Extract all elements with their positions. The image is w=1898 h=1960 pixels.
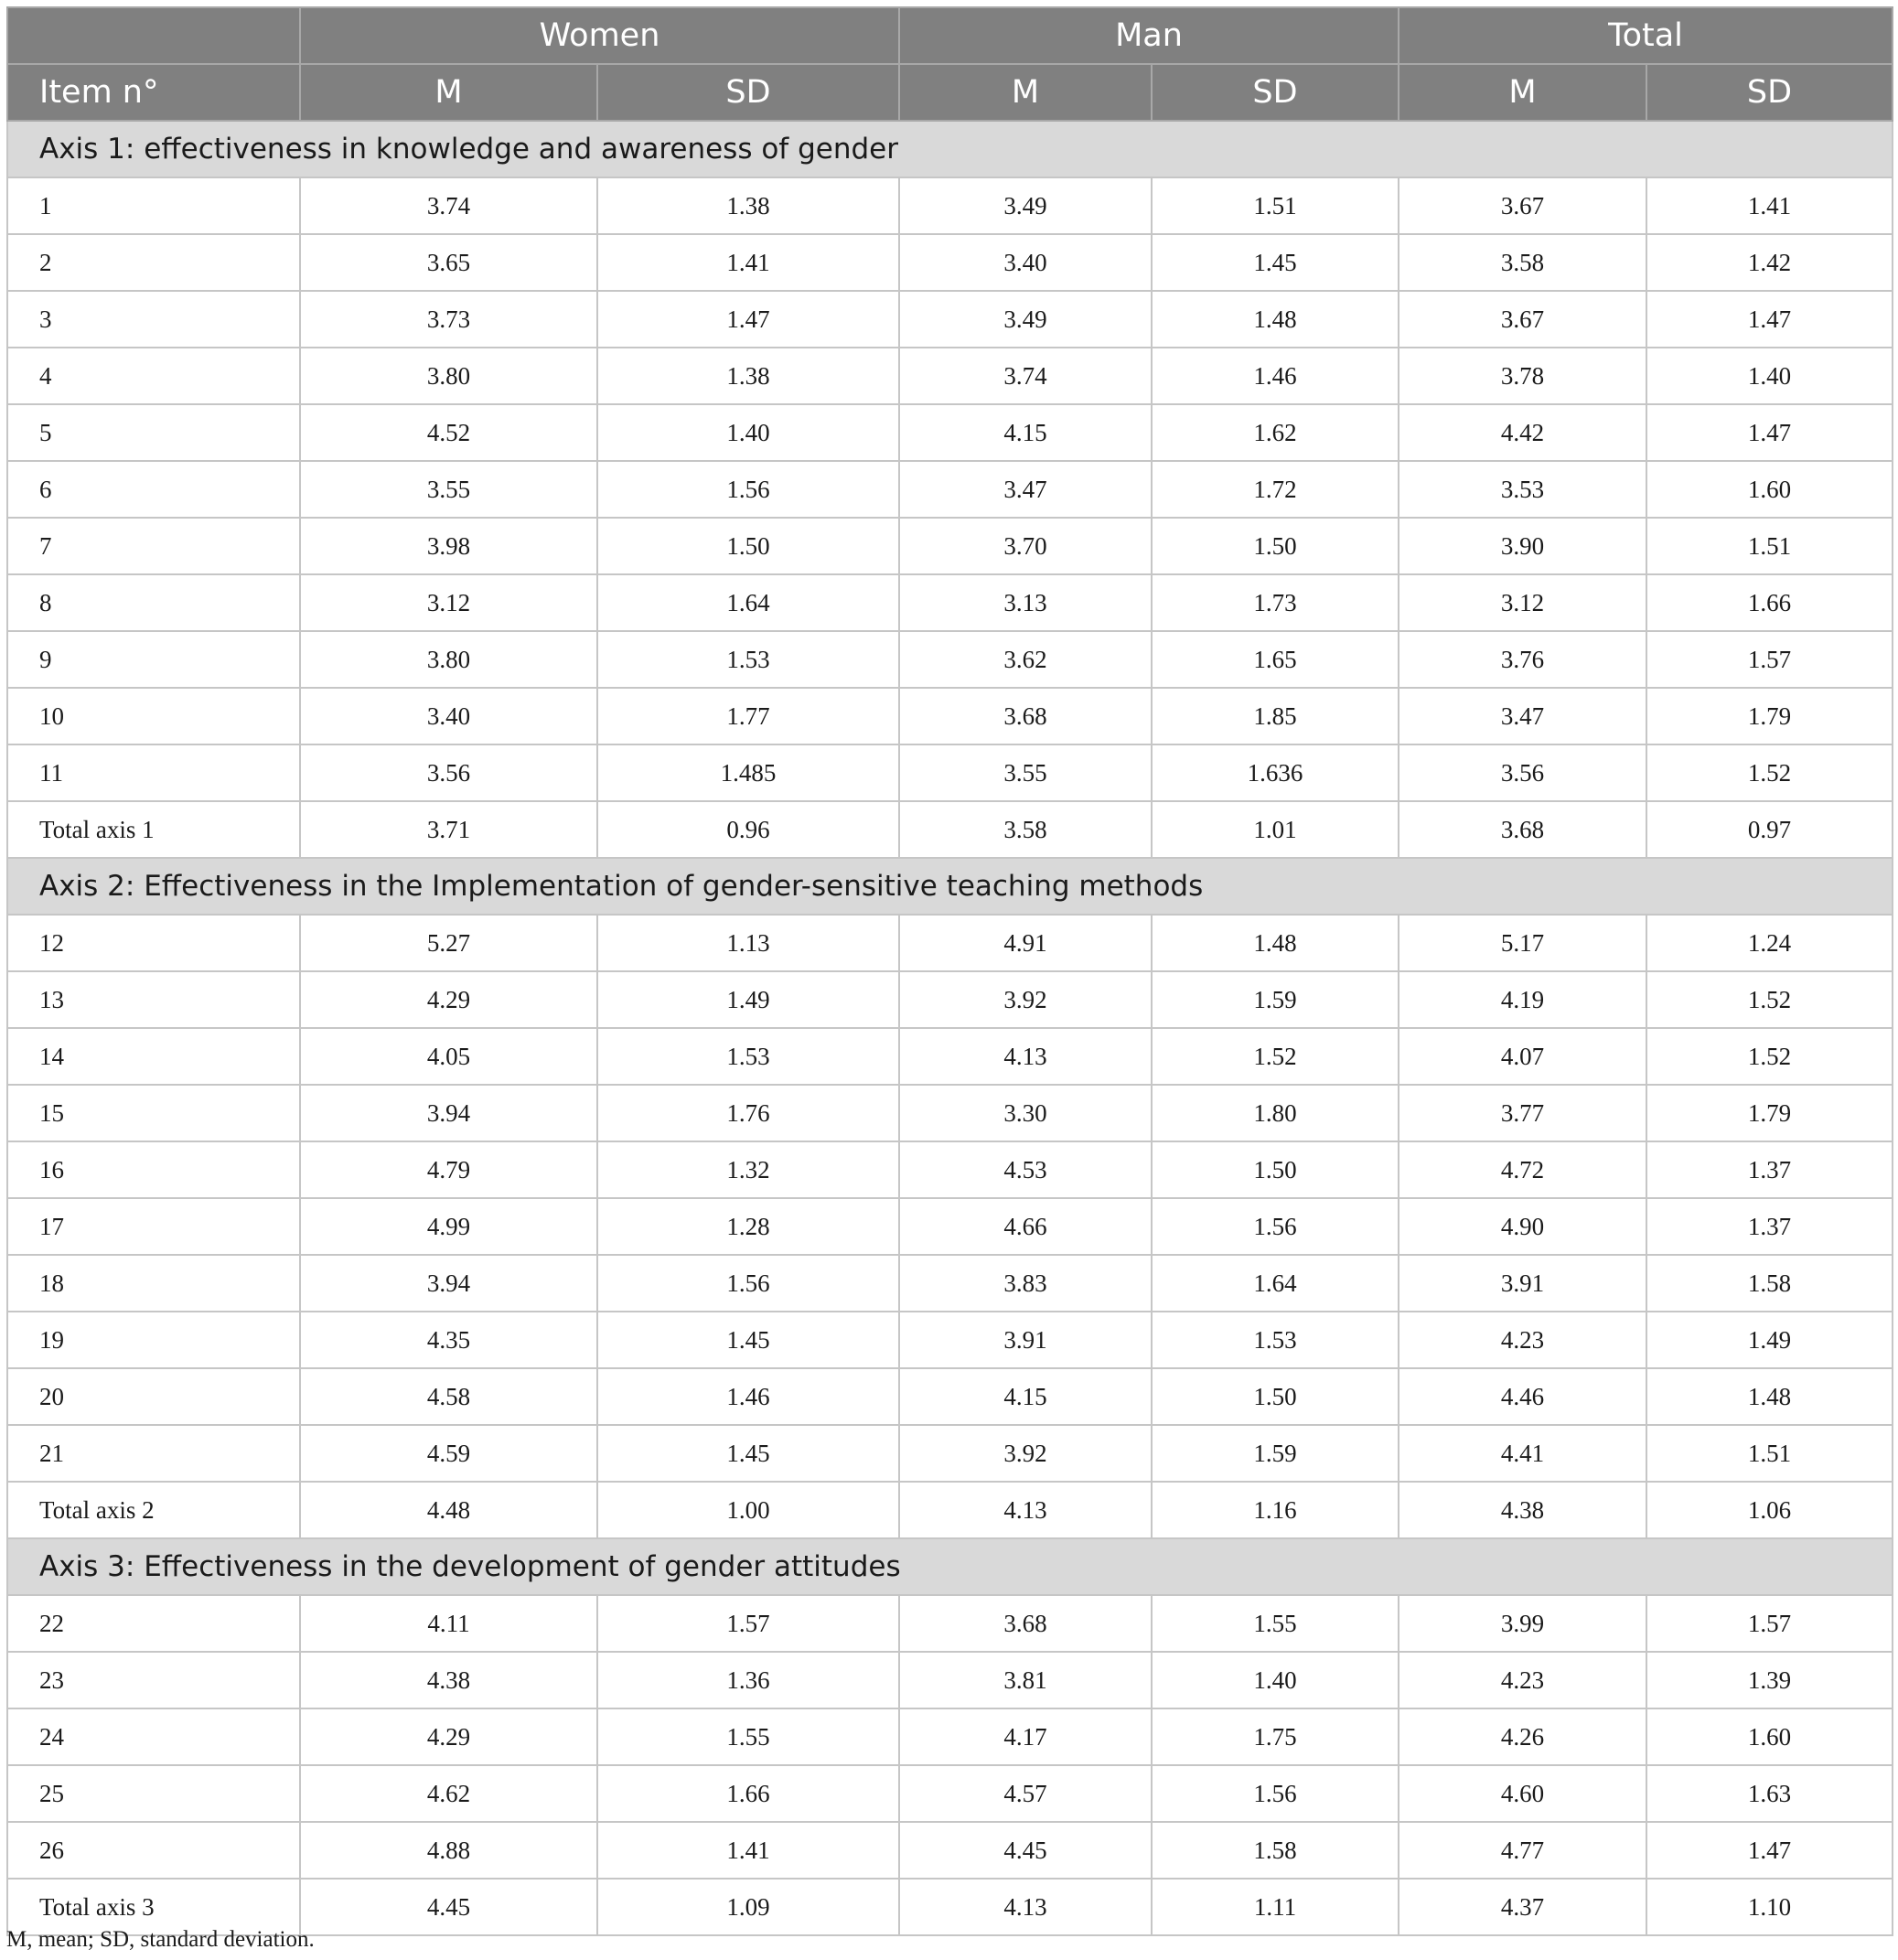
value-cell: 0.97 [1646,801,1893,858]
value-cell: 3.58 [899,801,1152,858]
value-cell: 1.38 [597,177,899,234]
value-cell: 4.66 [899,1198,1152,1255]
item-cell: 23 [7,1652,300,1708]
table-row [7,1368,1893,1425]
item-cell: 24 [7,1708,300,1765]
value-cell: 3.47 [1399,688,1646,744]
value-cell: 3.55 [899,744,1152,801]
value-cell: 3.55 [300,461,597,518]
value-cell: 1.55 [1152,1595,1399,1652]
item-cell: 1 [7,177,300,234]
item-cell: Total axis 1 [7,801,300,858]
value-cell: 4.38 [300,1652,597,1708]
value-cell: 3.81 [899,1652,1152,1708]
gender-effectiveness-table [6,6,1893,1936]
table-row [7,461,1893,518]
value-cell: 3.83 [899,1255,1152,1312]
value-cell: 4.99 [300,1198,597,1255]
table-row [7,234,1893,291]
value-cell: 4.37 [1399,1879,1646,1935]
value-cell: 1.48 [1646,1368,1893,1425]
value-cell: 4.57 [899,1765,1152,1822]
value-cell: 4.79 [300,1141,597,1198]
value-cell: 1.28 [597,1198,899,1255]
value-cell: 1.75 [1152,1708,1399,1765]
value-cell: 4.60 [1399,1765,1646,1822]
value-cell: 3.68 [899,688,1152,744]
value-cell: 1.47 [1646,404,1893,461]
value-cell: 1.485 [597,744,899,801]
value-cell: 1.13 [597,915,899,971]
value-cell: 4.46 [1399,1368,1646,1425]
value-cell: 1.40 [1152,1652,1399,1708]
table-header [7,7,1893,121]
value-cell: 4.59 [300,1425,597,1482]
header-total-m: M [1399,64,1646,121]
item-cell: 18 [7,1255,300,1312]
value-cell: 3.58 [1399,234,1646,291]
value-cell: 3.47 [899,461,1152,518]
value-cell: 1.64 [597,574,899,631]
value-cell: 1.62 [1152,404,1399,461]
item-cell: Total axis 3 [7,1879,300,1935]
value-cell: 1.79 [1646,688,1893,744]
table-row [7,177,1893,234]
value-cell: 3.13 [899,574,1152,631]
table-row [7,915,1893,971]
value-cell: 1.56 [1152,1198,1399,1255]
table-row [7,631,1893,688]
value-cell: 1.32 [597,1141,899,1198]
value-cell: 1.66 [1646,574,1893,631]
value-cell: 3.80 [300,348,597,404]
value-cell: 1.58 [1152,1822,1399,1879]
value-cell: 1.49 [597,971,899,1028]
value-cell: 1.72 [1152,461,1399,518]
value-cell: 3.12 [1399,574,1646,631]
value-cell: 1.57 [1646,1595,1893,1652]
value-cell: 5.17 [1399,915,1646,971]
value-cell: 1.52 [1152,1028,1399,1085]
value-cell: 1.51 [1152,177,1399,234]
item-cell: Total axis 2 [7,1482,300,1538]
value-cell: 1.48 [1152,291,1399,348]
item-cell: 11 [7,744,300,801]
table-row [7,1425,1893,1482]
value-cell: 1.40 [597,404,899,461]
value-cell: 4.11 [300,1595,597,1652]
value-cell: 3.40 [300,688,597,744]
value-cell: 1.06 [1646,1482,1893,1538]
value-cell: 3.40 [899,234,1152,291]
value-cell: 4.13 [899,1879,1152,1935]
value-cell: 1.77 [597,688,899,744]
header-women-m: M [300,64,597,121]
value-cell: 1.45 [597,1425,899,1482]
value-cell: 1.80 [1152,1085,1399,1141]
table-row [7,971,1893,1028]
value-cell: 4.23 [1399,1312,1646,1368]
value-cell: 1.73 [1152,574,1399,631]
value-cell: 1.40 [1646,348,1893,404]
header-group-women: Women [300,7,899,64]
value-cell: 3.92 [899,1425,1152,1482]
value-cell: 1.57 [597,1595,899,1652]
header-man-m: M [899,64,1152,121]
value-cell: 4.13 [899,1482,1152,1538]
header-empty-cell [7,7,300,64]
value-cell: 1.00 [597,1482,899,1538]
table-row [7,291,1893,348]
value-cell: 1.41 [597,1822,899,1879]
value-cell: 1.85 [1152,688,1399,744]
value-cell: 1.24 [1646,915,1893,971]
value-cell: 4.91 [899,915,1152,971]
section-title: Axis 2: Effectiveness in the Implementation of gender-sensitive teaching methods [7,858,1893,915]
value-cell: 3.68 [899,1595,1152,1652]
value-cell: 3.70 [899,518,1152,574]
value-cell: 4.90 [1399,1198,1646,1255]
header-group-total: Total [1399,7,1893,64]
value-cell: 3.91 [1399,1255,1646,1312]
value-cell: 1.10 [1646,1879,1893,1935]
value-cell: 1.53 [597,1028,899,1085]
value-cell: 4.29 [300,971,597,1028]
value-cell: 1.60 [1646,1708,1893,1765]
value-cell: 1.41 [597,234,899,291]
value-cell: 1.66 [597,1765,899,1822]
item-cell: 21 [7,1425,300,1482]
value-cell: 4.45 [899,1822,1152,1879]
value-cell: 1.47 [597,291,899,348]
value-cell: 3.74 [899,348,1152,404]
value-cell: 4.23 [1399,1652,1646,1708]
value-cell: 0.96 [597,801,899,858]
table-row [7,688,1893,744]
value-cell: 1.64 [1152,1255,1399,1312]
value-cell: 3.94 [300,1255,597,1312]
value-cell: 1.37 [1646,1141,1893,1198]
value-cell: 3.68 [1399,801,1646,858]
table-row [7,801,1893,858]
section-title: Axis 3: Effectiveness in the development of gender attitudes [7,1538,1893,1595]
item-cell: 12 [7,915,300,971]
value-cell: 3.91 [899,1312,1152,1368]
value-cell: 4.19 [1399,971,1646,1028]
value-cell: 3.49 [899,291,1152,348]
table-body [7,121,1893,1935]
value-cell: 1.52 [1646,1028,1893,1085]
value-cell: 4.48 [300,1482,597,1538]
value-cell: 1.09 [597,1879,899,1935]
table-row [7,1255,1893,1312]
value-cell: 1.39 [1646,1652,1893,1708]
table-row [7,744,1893,801]
value-cell: 1.46 [1152,348,1399,404]
value-cell: 4.05 [300,1028,597,1085]
item-cell: 2 [7,234,300,291]
value-cell: 3.56 [1399,744,1646,801]
table-row [7,404,1893,461]
value-cell: 1.76 [597,1085,899,1141]
value-cell: 4.53 [899,1141,1152,1198]
item-cell: 14 [7,1028,300,1085]
value-cell: 4.72 [1399,1141,1646,1198]
value-cell: 1.16 [1152,1482,1399,1538]
item-cell: 13 [7,971,300,1028]
item-cell: 15 [7,1085,300,1141]
item-cell: 26 [7,1822,300,1879]
section-header-row [7,858,1893,915]
value-cell: 4.29 [300,1708,597,1765]
value-cell: 3.98 [300,518,597,574]
value-cell: 1.36 [597,1652,899,1708]
value-cell: 4.41 [1399,1425,1646,1482]
table-row [7,1141,1893,1198]
item-cell: 19 [7,1312,300,1368]
section-header-row [7,1538,1893,1595]
value-cell: 3.56 [300,744,597,801]
value-cell: 3.99 [1399,1595,1646,1652]
value-cell: 1.45 [1152,234,1399,291]
table-row [7,1085,1893,1141]
value-cell: 1.60 [1646,461,1893,518]
value-cell: 4.38 [1399,1482,1646,1538]
item-cell: 8 [7,574,300,631]
table-row [7,1765,1893,1822]
value-cell: 1.52 [1646,971,1893,1028]
value-cell: 4.77 [1399,1822,1646,1879]
value-cell: 1.56 [1152,1765,1399,1822]
header-total-sd: SD [1646,64,1893,121]
item-cell: 6 [7,461,300,518]
header-group-row [7,7,1893,64]
value-cell: 1.49 [1646,1312,1893,1368]
value-cell: 1.65 [1152,631,1399,688]
table-row [7,1312,1893,1368]
item-cell: 16 [7,1141,300,1198]
item-cell: 3 [7,291,300,348]
item-cell: 22 [7,1595,300,1652]
value-cell: 1.50 [1152,518,1399,574]
value-cell: 4.07 [1399,1028,1646,1085]
table-row [7,1822,1893,1879]
table-container [6,6,1892,1936]
value-cell: 3.90 [1399,518,1646,574]
value-cell: 1.47 [1646,291,1893,348]
value-cell: 3.71 [300,801,597,858]
value-cell: 3.65 [300,234,597,291]
value-cell: 1.51 [1646,518,1893,574]
item-cell: 9 [7,631,300,688]
value-cell: 4.35 [300,1312,597,1368]
section-header-row [7,121,1893,177]
value-cell: 3.92 [899,971,1152,1028]
value-cell: 5.27 [300,915,597,971]
value-cell: 1.37 [1646,1198,1893,1255]
value-cell: 3.74 [300,177,597,234]
item-cell: 5 [7,404,300,461]
value-cell: 1.57 [1646,631,1893,688]
value-cell: 3.80 [300,631,597,688]
value-cell: 1.51 [1646,1425,1893,1482]
value-cell: 1.46 [597,1368,899,1425]
value-cell: 1.79 [1646,1085,1893,1141]
table-row [7,518,1893,574]
value-cell: 3.67 [1399,177,1646,234]
value-cell: 1.636 [1152,744,1399,801]
table-row [7,574,1893,631]
value-cell: 3.49 [899,177,1152,234]
value-cell: 4.58 [300,1368,597,1425]
value-cell: 3.73 [300,291,597,348]
value-cell: 4.62 [300,1765,597,1822]
value-cell: 1.50 [1152,1141,1399,1198]
value-cell: 1.59 [1152,971,1399,1028]
value-cell: 1.47 [1646,1822,1893,1879]
value-cell: 1.01 [1152,801,1399,858]
value-cell: 4.15 [899,404,1152,461]
value-cell: 1.56 [597,1255,899,1312]
value-cell: 1.42 [1646,234,1893,291]
value-cell: 4.17 [899,1708,1152,1765]
value-cell: 1.58 [1646,1255,1893,1312]
value-cell: 1.63 [1646,1765,1893,1822]
table-row [7,348,1893,404]
value-cell: 1.45 [597,1312,899,1368]
item-cell: 25 [7,1765,300,1822]
item-cell: 17 [7,1198,300,1255]
value-cell: 3.30 [899,1085,1152,1141]
value-cell: 3.78 [1399,348,1646,404]
value-cell: 4.15 [899,1368,1152,1425]
item-cell: 10 [7,688,300,744]
value-cell: 1.50 [597,518,899,574]
value-cell: 1.59 [1152,1425,1399,1482]
header-item-label: Item n° [7,64,300,121]
table-row [7,1595,1893,1652]
value-cell: 3.76 [1399,631,1646,688]
header-sub-row [7,64,1893,121]
table-row [7,1482,1893,1538]
header-women-sd: SD [597,64,899,121]
section-title: Axis 1: effectiveness in knowledge and awareness of gender [7,121,1893,177]
value-cell: 1.53 [597,631,899,688]
value-cell: 4.42 [1399,404,1646,461]
value-cell: 1.41 [1646,177,1893,234]
header-man-sd: SD [1152,64,1399,121]
value-cell: 1.38 [597,348,899,404]
value-cell: 1.53 [1152,1312,1399,1368]
value-cell: 1.48 [1152,915,1399,971]
item-cell: 4 [7,348,300,404]
value-cell: 4.45 [300,1879,597,1935]
value-cell: 3.62 [899,631,1152,688]
value-cell: 4.52 [300,404,597,461]
item-cell: 20 [7,1368,300,1425]
item-cell: 7 [7,518,300,574]
value-cell: 1.50 [1152,1368,1399,1425]
value-cell: 4.13 [899,1028,1152,1085]
value-cell: 1.52 [1646,744,1893,801]
table-row [7,1652,1893,1708]
value-cell: 1.55 [597,1708,899,1765]
table-row [7,1198,1893,1255]
value-cell: 3.12 [300,574,597,631]
table-row [7,1708,1893,1765]
value-cell: 4.26 [1399,1708,1646,1765]
value-cell: 3.77 [1399,1085,1646,1141]
value-cell: 3.53 [1399,461,1646,518]
value-cell: 4.88 [300,1822,597,1879]
table-row [7,1028,1893,1085]
value-cell: 1.56 [597,461,899,518]
value-cell: 1.11 [1152,1879,1399,1935]
header-group-man: Man [899,7,1399,64]
table-footnote: M, mean; SD, standard deviation. [6,1927,315,1952]
value-cell: 3.94 [300,1085,597,1141]
value-cell: 3.67 [1399,291,1646,348]
